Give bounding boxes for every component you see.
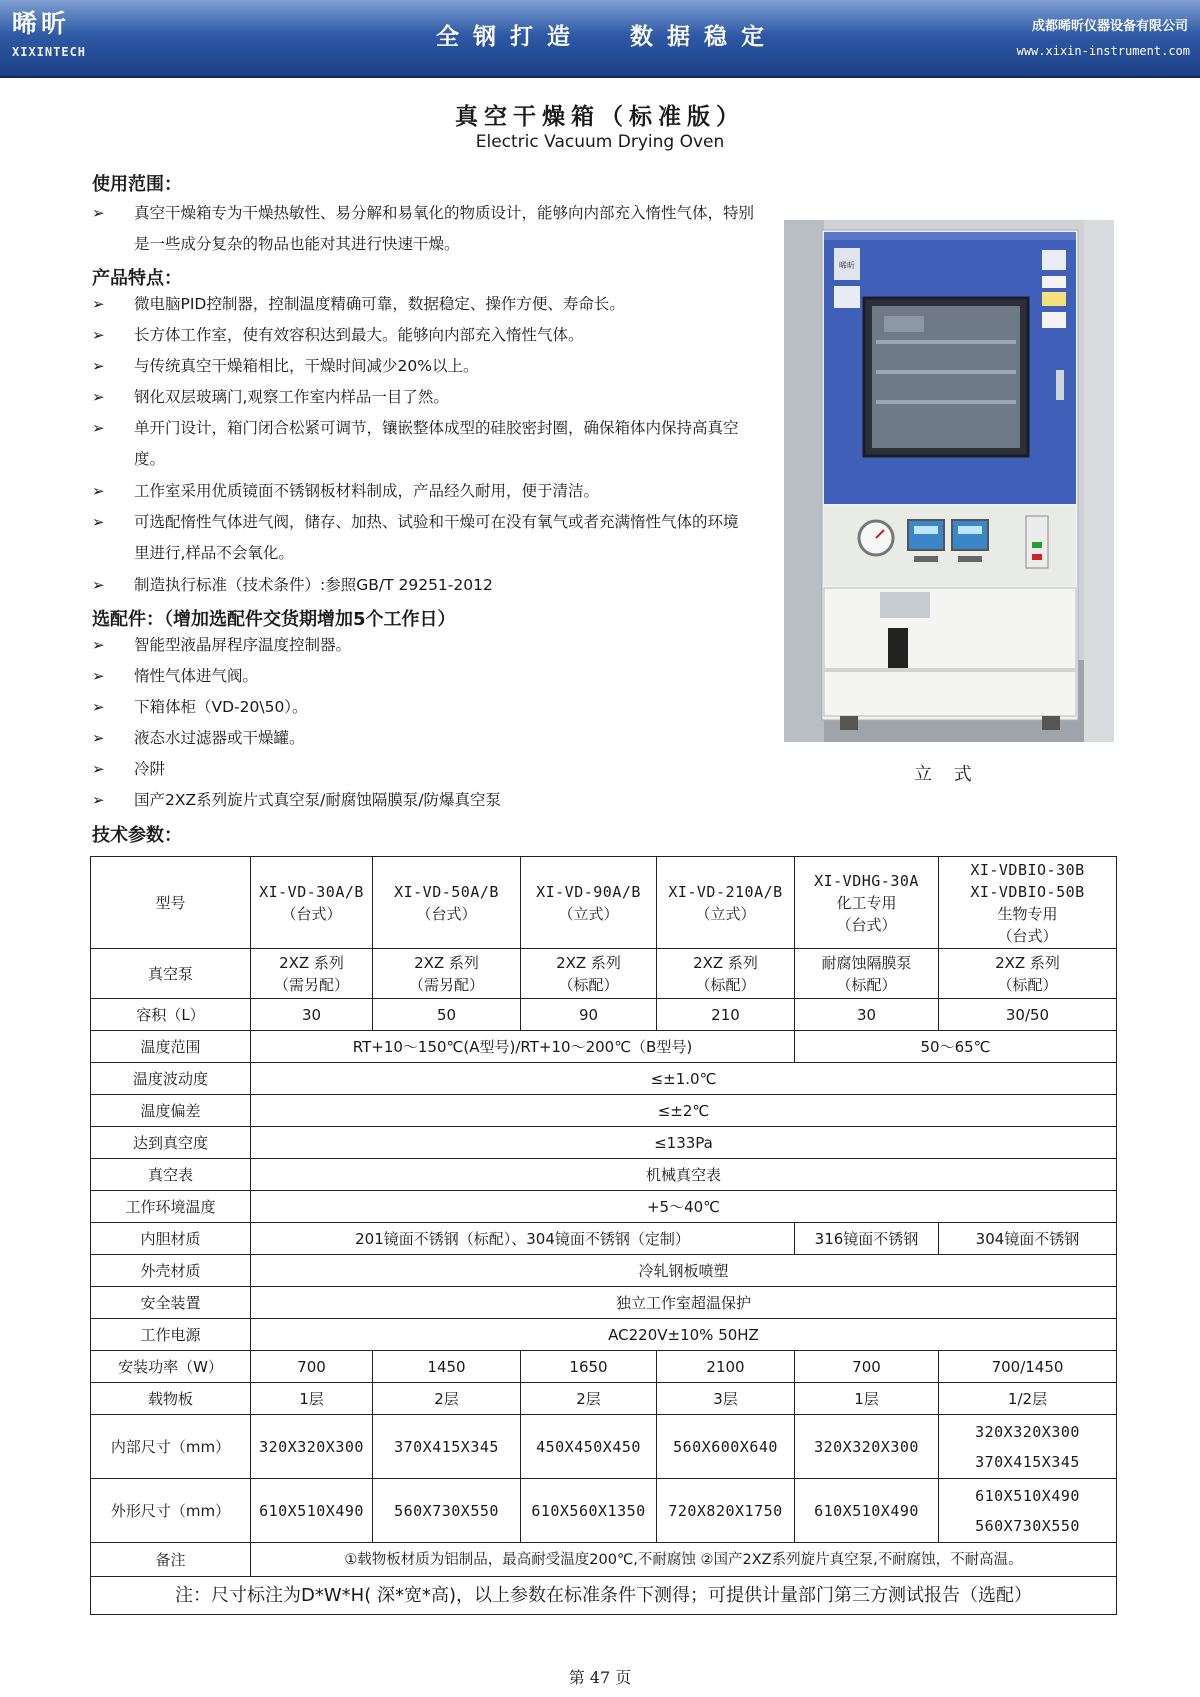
value-cell: AC220V±10% 50HZ [251,1319,1117,1351]
pump-cell: 耐腐蚀隔膜泵 （标配） [795,949,939,999]
feature-item: ➢ 长方体工作室，使有效容积达到最大。能够向内部充入惰性气体。 [92,320,752,351]
volume-cell: 90 [521,999,657,1031]
option-item: ➢ 国产2XZ系列旋片式真空泵/耐腐蚀隔膜泵/防爆真空泵 [92,785,752,816]
row-label: 达到真空度 [91,1127,251,1159]
page-number: 第 47 页 [568,1668,632,1687]
arrow-bullet-icon: ➢ [92,729,105,747]
arrow-bullet-icon: ➢ [92,295,105,313]
options-heading: 选配件：（增加选配件交货期增加5个工作日） [92,609,456,630]
table-row-vacuum [91,1127,1117,1159]
outer-size-cell: 610X560X1350 [521,1479,657,1543]
outer-size-cell: 610X510X490 560X730X550 [939,1479,1117,1543]
shelf-cell: 1/2层 [939,1383,1117,1415]
inner-size-cell: 320X320X300 370X415X345 [939,1415,1117,1479]
value-cell: 201镜面不锈钢（标配）、304镜面不锈钢（定制） [251,1223,795,1255]
pump-cell: 2XZ 系列 （标配） [521,949,657,999]
feature-item: ➢ 可选配惰性气体进气阀，储存、加热、试验和干燥可在没有氧气或者充满惰性气体的环境里进行,样品不会氧化。 [92,507,752,569]
row-label: 内部尺寸（mm） [91,1415,251,1479]
value-cell: 316镜面不锈钢 [795,1223,939,1255]
arrow-bullet-icon: ➢ [92,388,105,406]
feature-item: ➢ 制造执行标准（技术条件）:参照GB/T 29251-2012 [92,570,752,601]
row-label: 温度范围 [91,1031,251,1063]
row-label: 外形尺寸（mm） [91,1479,251,1543]
table-row-deviation [91,1095,1117,1127]
page-subtitle: Electric Vacuum Drying Oven [475,132,725,152]
arrow-bullet-icon: ➢ [92,667,105,685]
page-title: 真空干燥箱（标准版） [455,104,745,130]
watt-cell: 2100 [657,1351,795,1383]
watt-cell: 1450 [373,1351,521,1383]
temperature-controller-display [908,520,944,550]
table-row-liner [91,1223,1117,1255]
row-label: 载物板 [91,1383,251,1415]
arrow-bullet-icon: ➢ [92,204,105,222]
shelf-cell: 3层 [657,1383,795,1415]
table-row-note [91,1577,1117,1615]
value-cell: 独立工作室超温保护 [251,1287,1117,1319]
row-label: 安全装置 [91,1287,251,1319]
table-row-safety [91,1287,1117,1319]
temp-range-cell: RT+10～150℃(A型号)/RT+10～200℃（B型号) [251,1031,795,1063]
shelf-cell: 1层 [251,1383,373,1415]
row-label: 备注 [91,1543,251,1577]
arrow-bullet-icon: ➢ [92,513,105,531]
value-cell: ≤±1.0℃ [251,1063,1117,1095]
row-label: 真空泵 [91,949,251,999]
option-item: ➢ 冷阱 [92,754,752,785]
inner-size-cell: 370X415X345 [373,1415,521,1479]
value-cell: 304镜面不锈钢 [939,1223,1117,1255]
model-cell: XI-VD-90A/B （立式） [521,857,657,949]
table-row-gauge [91,1159,1117,1191]
row-label: 安装功率（W） [91,1351,251,1383]
model-cell: XI-VDHG-30A 化工专用 （台式） [795,857,939,949]
row-label: 温度波动度 [91,1063,251,1095]
usage-heading: 使用范围： [92,174,182,195]
option-item: ➢ 下箱体柜（VD-20\50）。 [92,692,752,723]
inner-size-cell: 450X450X450 [521,1415,657,1479]
arrow-bullet-icon: ➢ [92,791,105,809]
table-row-fluctuation [91,1063,1117,1095]
inner-size-cell: 560X600X640 [657,1415,795,1479]
slogan-stable: 数据稳定 [630,24,778,50]
arrow-bullet-icon: ➢ [92,698,105,716]
brand-logo-cn: 晞昕 [12,9,71,38]
row-label: 外壳材质 [91,1255,251,1287]
pump-cell: 2XZ 系列 （标配） [939,949,1117,999]
feature-item: ➢ 单开门设计，箱门闭合松紧可调节，镶嵌整体成型的硅胶密封圈，确保箱体内保持高真空度。 [92,413,752,475]
row-label: 工作环境温度 [91,1191,251,1223]
option-item: ➢ 智能型液晶屏程序温度控制器。 [92,630,752,661]
note-cell: 注：尺寸标注为D*W*H( 深*宽*高)，以上参数在标准条件下测得；可提供计量部门第三方测试报告（选配） [91,1577,1117,1615]
table-row-shell [91,1255,1117,1287]
value-cell: ≤±2℃ [251,1095,1117,1127]
watt-cell: 1650 [521,1351,657,1383]
table-row-watts [91,1351,1117,1383]
product-photo [784,220,1114,742]
inner-size-cell: 320X320X300 [251,1415,373,1479]
volume-cell: 210 [657,999,795,1031]
volume-cell: 30 [251,999,373,1031]
arrow-bullet-icon: ➢ [92,326,105,344]
feature-item: ➢ 钢化双层玻璃门,观察工作室内样品一目了然。 [92,382,752,413]
usage-item: ➢ 真空干燥箱专为干燥热敏性、易分解和易氧化的物质设计，能够向内部充入惰性气体，特别是一些成分复杂的物品也能对其进行快速干燥。 [92,198,762,260]
company-website: www.xixin-instrument.com [1016,44,1190,58]
row-label: 温度偏差 [91,1095,251,1127]
table-row-temp-range [91,1031,1117,1063]
feature-item: ➢ 微电脑PID控制器，控制温度精确可靠，数据稳定、操作方便、寿命长。 [92,289,752,320]
outer-size-cell: 610X510X490 [251,1479,373,1543]
photo-caption: 立 式 [914,764,980,785]
pump-cell: 2XZ 系列 （需另配） [373,949,521,999]
inner-size-cell: 320X320X300 [795,1415,939,1479]
table-row-volume [91,999,1117,1031]
model-cell: XI-VD-30A/B （台式） [251,857,373,949]
shelf-cell: 2层 [521,1383,657,1415]
outer-size-cell: 610X510X490 [795,1479,939,1543]
arrow-bullet-icon: ➢ [92,419,105,437]
row-label: 型号 [91,857,251,949]
row-label: 真空表 [91,1159,251,1191]
arrow-bullet-icon: ➢ [92,482,105,500]
feature-item: ➢ 工作室采用优质镜面不锈钢板材料制成，产品经久耐用，便于清洁。 [92,476,752,507]
outer-size-cell: 560X730X550 [373,1479,521,1543]
table-row-power [91,1319,1117,1351]
table-row-inner-size [91,1415,1117,1479]
value-cell: 冷轧钢板喷塑 [251,1255,1117,1287]
row-label: 容积（L） [91,999,251,1031]
model-cell: XI-VD-50A/B （台式） [373,857,521,949]
watt-cell: 700/1450 [939,1351,1117,1383]
row-label: 内胆材质 [91,1223,251,1255]
volume-cell: 50 [373,999,521,1031]
slogan-steel: 全钢打造 [436,24,584,50]
row-label: 工作电源 [91,1319,251,1351]
outer-size-cell: 720X820X1750 [657,1479,795,1543]
table-row-remark [91,1543,1117,1577]
watt-cell: 700 [795,1351,939,1383]
specs-heading: 技术参数： [92,825,182,846]
model-cell: XI-VD-210A/B （立式） [657,857,795,949]
table-row-outer-size [91,1479,1117,1543]
volume-cell: 30 [795,999,939,1031]
feature-item: ➢ 与传统真空干燥箱相比，干燥时间减少20%以上。 [92,351,752,382]
watt-cell: 700 [251,1351,373,1383]
table-row-model [91,857,1117,949]
vacuum-oven-illustration [784,220,1114,742]
table-row-pump [91,949,1117,999]
header-banner [0,0,1200,78]
option-item: ➢ 液态水过滤器或干燥罐。 [92,723,752,754]
arrow-bullet-icon: ➢ [92,576,105,594]
volume-cell: 30/50 [939,999,1117,1031]
table-row-env [91,1191,1117,1223]
arrow-bullet-icon: ➢ [92,636,105,654]
value-cell: 机械真空表 [251,1159,1117,1191]
value-cell: ≤133Pa [251,1127,1117,1159]
table-row-shelves [91,1383,1117,1415]
brand-plate-label: 晞昕 [839,261,855,270]
brand-logo-en: XIXINTECH [12,45,87,59]
option-item: ➢ 惰性气体进气阀。 [92,661,752,692]
temp-range-cell: 50～65℃ [795,1031,1117,1063]
spec-table [90,856,1117,1615]
features-heading: 产品特点： [92,268,182,289]
pump-cell: 2XZ 系列 （标配） [657,949,795,999]
company-name: 成都晞昕仪器设备有限公司 [1031,19,1188,34]
remark-cell: ①载物板材质为铝制品，最高耐受温度200℃,不耐腐蚀 ②国产2XZ系列旋片真空泵,不耐腐蚀，不耐高温。 [251,1543,1117,1577]
arrow-bullet-icon: ➢ [92,357,105,375]
shelf-cell: 2层 [373,1383,521,1415]
shelf-cell: 1层 [795,1383,939,1415]
pump-cell: 2XZ 系列 （需另配） [251,949,373,999]
model-cell: XI-VDBIO-30B XI-VDBIO-50B 生物专用 （台式） [939,857,1117,949]
arrow-bullet-icon: ➢ [92,760,105,778]
value-cell: +5～40℃ [251,1191,1117,1223]
temperature-controller-display [952,520,988,550]
